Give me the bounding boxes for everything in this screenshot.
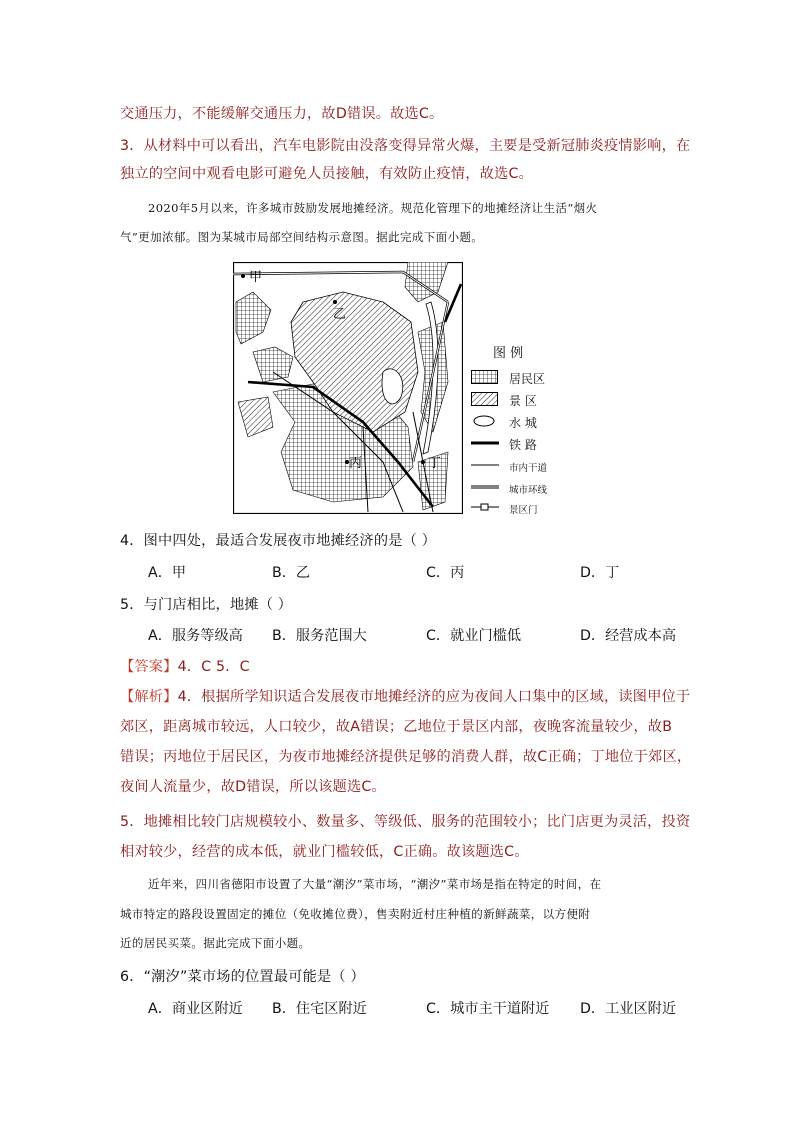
analysis-line-5: 5．地摊相比较门店规模较小、数量多、等级低、服务的范围较小；比门店更为灵活，投资 xyxy=(120,814,691,830)
legend-scenic-label: 景 区 xyxy=(509,394,537,408)
railway-swatch xyxy=(471,436,501,450)
legend-residential xyxy=(471,370,546,387)
analysis-line-1 xyxy=(120,686,690,706)
gate-swatch xyxy=(471,500,501,514)
point-bing-label: 丙 xyxy=(349,456,363,471)
analysis-line-6: 相对较少，经营的成本低，就业门槛较低，C正确。故该题选C。 xyxy=(120,844,529,860)
question-6-stem: 6．“潮汐”菜市场的位置最可能是（ ） xyxy=(120,969,365,985)
question-5-option-c[interactable]: C．就业门槛低 xyxy=(426,628,522,644)
main-road-swatch xyxy=(471,458,501,472)
question-6-option-d[interactable]: D．工业区附近 xyxy=(580,1001,677,1017)
material2-line-1: 近年来，四川省德阳市设置了大量“潮汐”菜市场，“潮汐”菜市场是指在特定的时间，在 xyxy=(148,877,602,891)
analysis-line-2: 郊区，距离城市较远，人口较少，故A错误；乙地位于景区内部，夜晚客流量较少，故B xyxy=(120,719,673,735)
solution-line-2: 3．从材料中可以看出，汽车电影院由没落变得异常火爆，主要是受新冠肺炎疫情影响，在 xyxy=(120,138,691,154)
legend-water xyxy=(471,414,537,431)
question-4-option-d[interactable]: D．丁 xyxy=(580,565,620,581)
question-6-option-c[interactable]: C．城市主干道附近 xyxy=(426,1001,550,1017)
material2-line-3: 近的居民买菜。据此完成下面小题。 xyxy=(120,936,311,950)
analysis-tag: 【解析】 xyxy=(120,689,178,705)
solution-line-3: 独立的空间中观看电影可避免人员接触，有效防止疫情，故选C。 xyxy=(120,166,533,182)
legend-ring-road-label: 城市环线 xyxy=(509,485,548,496)
answer-value: 4．C 5．C xyxy=(177,659,250,675)
question-4-option-c[interactable]: C．丙 xyxy=(426,565,465,581)
legend-gate xyxy=(471,500,538,517)
map-legend xyxy=(471,342,591,518)
city-structure-map xyxy=(233,262,463,514)
question-4-option-b[interactable]: B．乙 xyxy=(272,565,311,581)
scenic-swatch xyxy=(471,392,501,406)
legend-main-road xyxy=(471,458,548,475)
legend-railway xyxy=(471,436,537,453)
analysis-line-3: 错误；丙地位于居民区，为夜市地摊经济提供足够的消费人群，故C正确；丁地位于郊区， xyxy=(120,749,692,765)
question-4-option-a[interactable]: A．甲 xyxy=(148,565,187,581)
legend-residential-label: 居民区 xyxy=(509,372,546,386)
question-5-option-b[interactable]: B．服务范围大 xyxy=(272,628,367,644)
analysis-text-1: 4．根据所学知识适合发展夜市地摊经济的应为夜间人口集中的区域，读图甲位于 xyxy=(177,689,691,705)
water-swatch xyxy=(471,414,501,428)
legend-scenic xyxy=(471,392,537,409)
residential-swatch xyxy=(471,370,501,384)
point-yi-marker xyxy=(333,300,337,304)
answer-tag: 【答案】 xyxy=(120,659,178,675)
point-ding-marker xyxy=(421,460,425,464)
point-jia-label: 甲 xyxy=(249,270,263,285)
material2-line-2: 城市特定的路段设置固定的摊位（免收摊位费），售卖附近村庄种植的新鲜蔬菜，以方便附 xyxy=(120,907,591,921)
question-5-stem: 5．与门店相比，地摊（ ） xyxy=(120,597,293,613)
ring-road-swatch xyxy=(471,480,501,494)
question-4-stem: 4．图中四处，最适合发展夜市地摊经济的是（ ） xyxy=(120,533,437,549)
legend-water-label: 水 城 xyxy=(509,416,537,430)
point-jia-marker xyxy=(241,274,245,278)
question-5-option-d[interactable]: D．经营成本高 xyxy=(580,628,677,644)
answer-line xyxy=(120,656,250,676)
legend-gate-label: 景区门 xyxy=(509,505,538,516)
material-line-1: 2020年5月以来，许多城市鼓励发展地摊经济。规范化管理下的地摊经济让生活“烟火 xyxy=(148,201,598,215)
legend-railway-label: 铁 路 xyxy=(509,438,537,452)
question-6-option-a[interactable]: A．商业区附近 xyxy=(148,1001,243,1017)
legend-ring-road xyxy=(471,480,548,497)
question-5-option-a[interactable]: A．服务等级高 xyxy=(148,628,243,644)
analysis-line-4: 夜间人流量少，故D错误，所以该题选C。 xyxy=(120,779,386,795)
point-ding-label: 丁 xyxy=(428,456,442,471)
legend-title: 图 例 xyxy=(493,346,524,361)
question-6-option-b[interactable]: B．住宅区附近 xyxy=(272,1001,367,1017)
material-line-2: 气”更加浓郁。图为某城市局部空间结构示意图。据此完成下面小题。 xyxy=(120,230,484,244)
legend-main-road-label: 市内干道 xyxy=(509,463,548,474)
solution-line-1: 交通压力，不能缓解交通压力，故D错误。故选C。 xyxy=(120,106,444,122)
point-yi-label: 乙 xyxy=(333,307,347,322)
